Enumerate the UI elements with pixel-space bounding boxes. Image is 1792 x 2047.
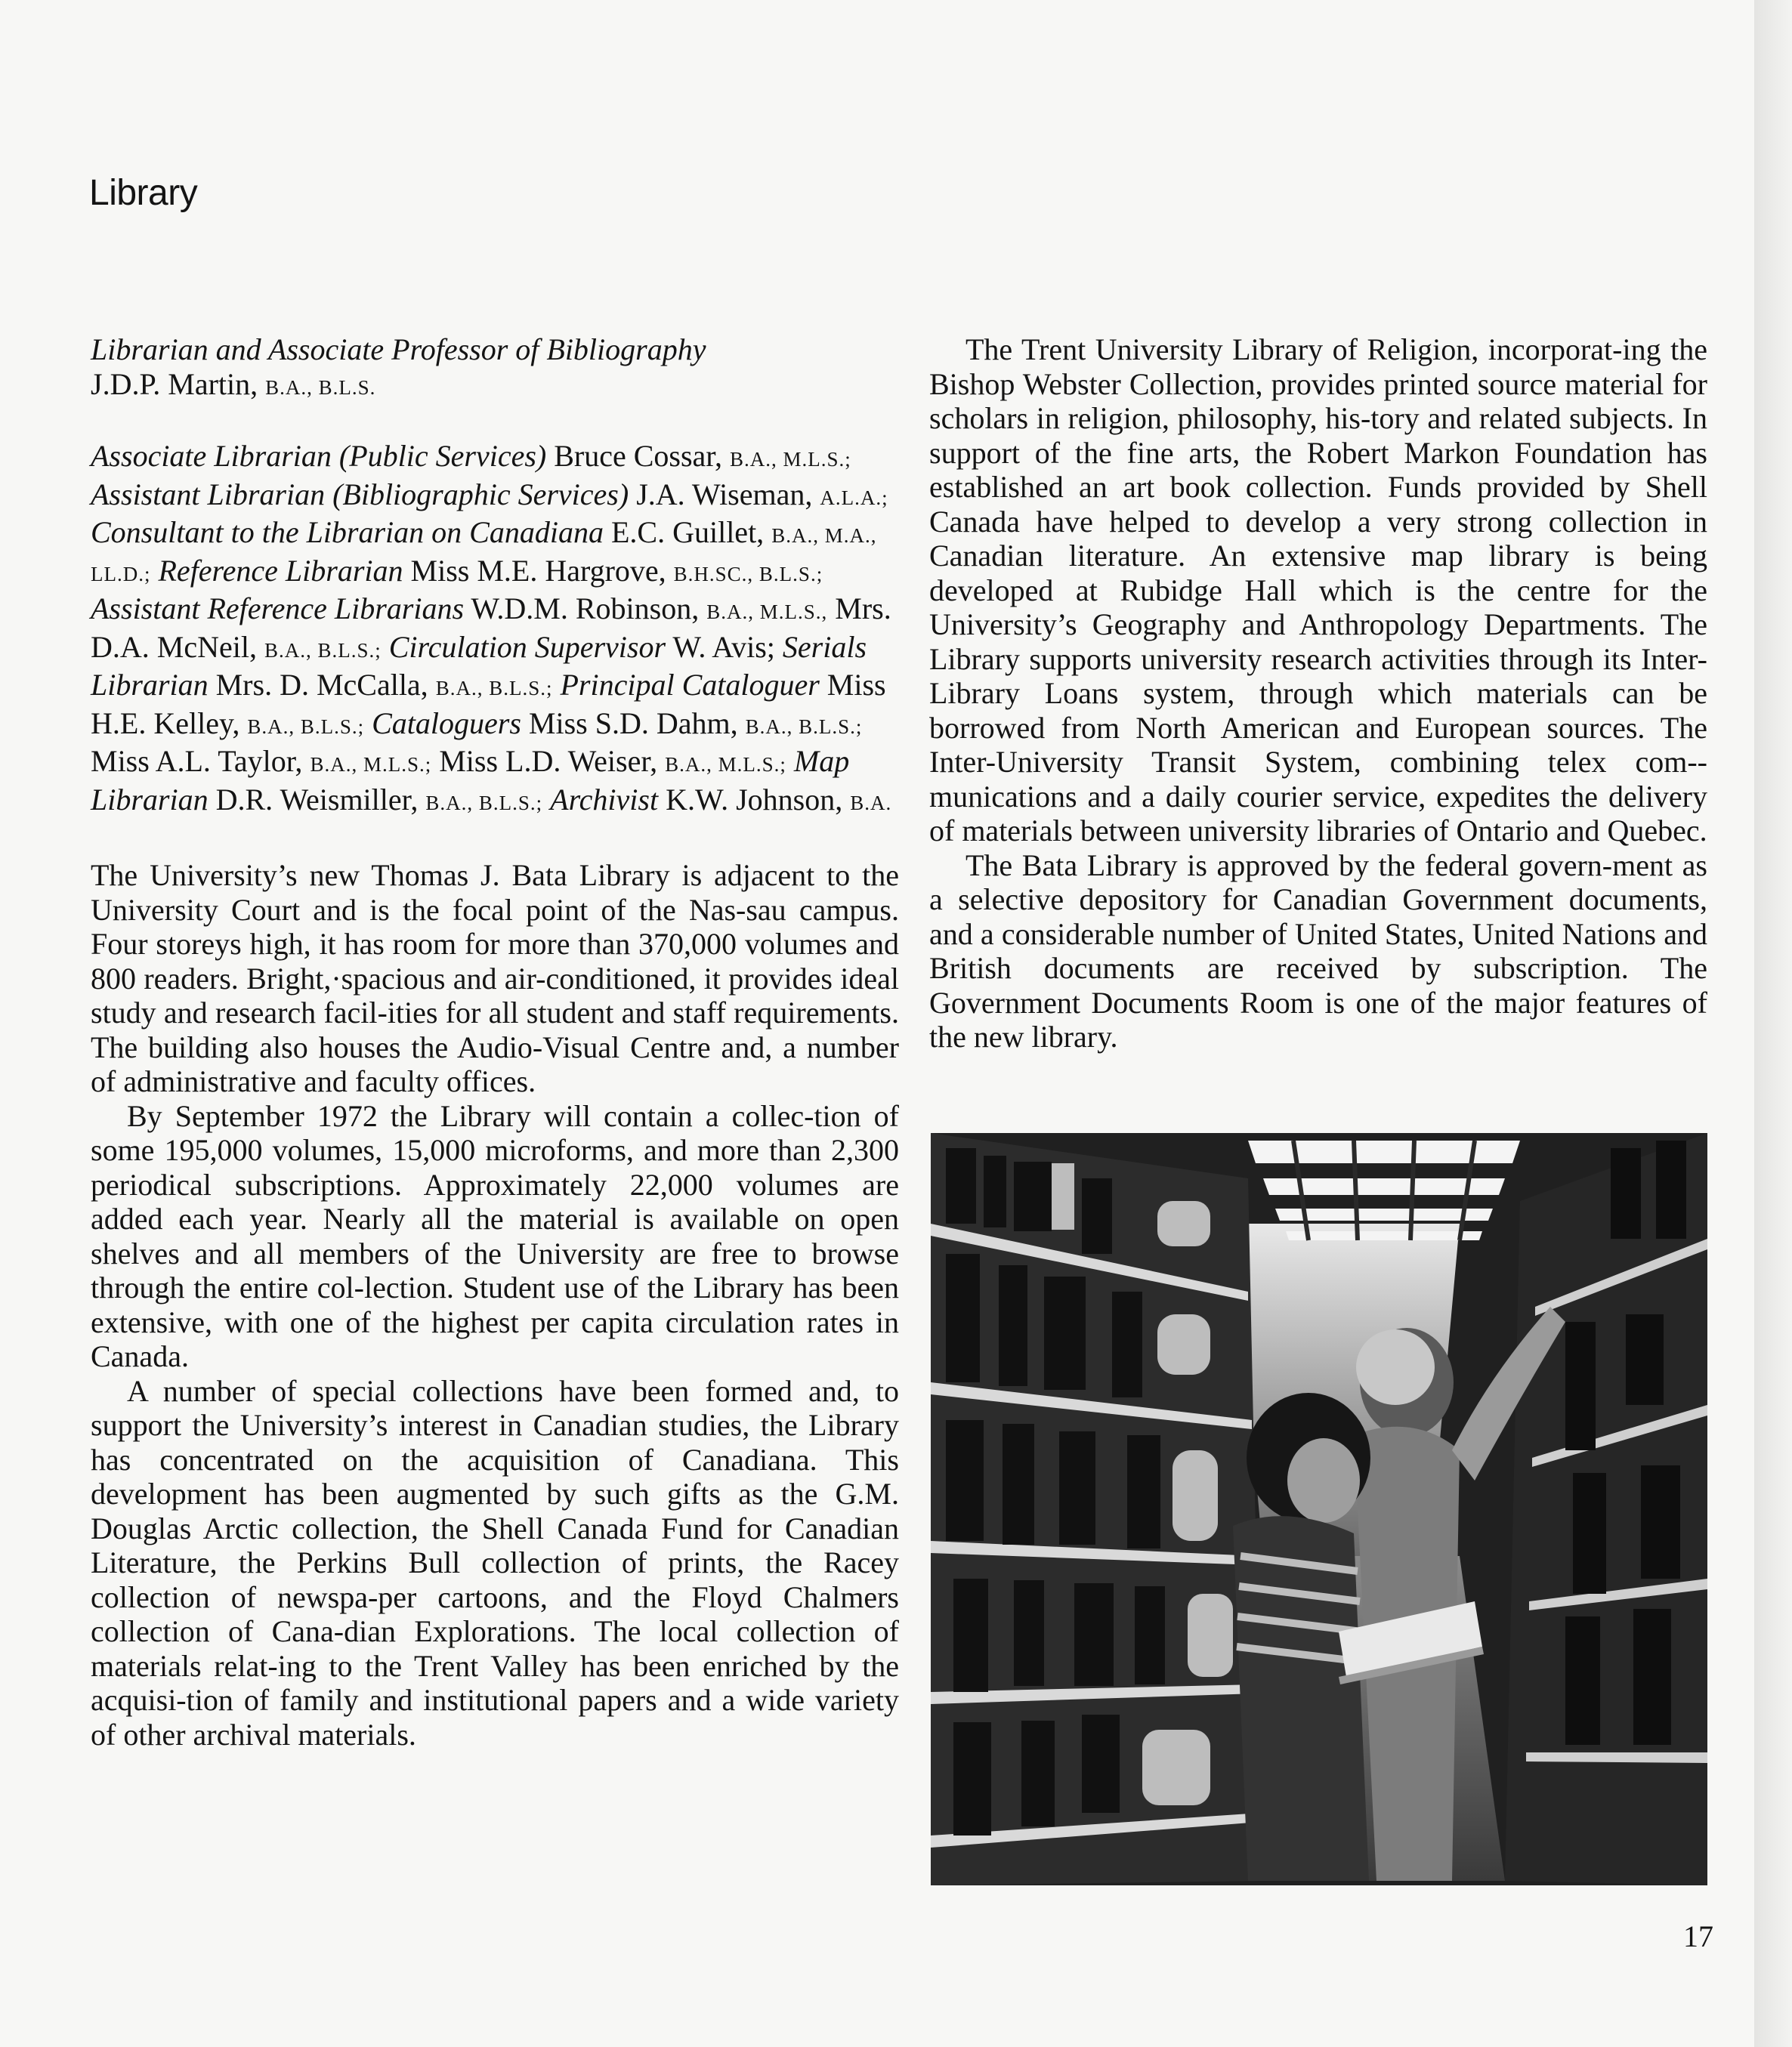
staff-degrees: B.A., B.L.S.; (425, 791, 543, 814)
staff-name: W.D.M. Robinson, (471, 591, 700, 625)
staff-degrees: B.A., M.L.S.; (730, 448, 851, 471)
staff-name: Mrs. D.A. McNeil, (91, 591, 891, 664)
staff-name: K.W. Johnson, (666, 782, 843, 817)
staff-title: Reference Librarian (158, 553, 403, 588)
staff-title: Consultant to the Librarian on Canadiana (91, 515, 604, 549)
staff-name: J.D.P. Martin, (91, 366, 258, 401)
staff-list (91, 439, 899, 820)
body-paragraph: A number of special collections have been formed and, to support the University’s interest in Canadian studies, the Library has concentrated on the acquisition of Canadiana. This development has been augmented by such gifts as the G.M. Douglas Arctic collection, the Shell Canada Fund for Canadian Literature, the Perkins Bull collection of prints, the Racey collection of newspa-per cartoons, and the Floyd Chalmers collection of Cana-dian Explorations. The local collection of materials relat-ing to the Trent Valley has been enriched by the acquisi-tion of family and institutional papers and a wide variety of other archival materials. (91, 1373, 899, 1752)
page-number: 17 (1683, 1919, 1713, 1953)
staff-degrees: B.A., B.L.S. (265, 375, 376, 399)
staff-degrees: B.A., B.L.S.; (247, 715, 365, 738)
staff-title: Principal Cataloguer (560, 668, 820, 702)
left-column (91, 332, 899, 1752)
staff-title: Circulation Supervisor (388, 629, 666, 664)
librarian-entry (91, 332, 899, 405)
staff-name: Mrs. D. McCalla, (215, 668, 428, 702)
body-paragraph: The Trent University Library of Religion, incorporat-ing the Bishop Webster Collection, provides printed source material for scholars in religion, philosophy, his-tory and related subjects. In support of the fine arts, the Robert Markon Foundation has established an art book collection. Funds provided by Shell Canada have helped to develop a very strong collection in Canadian literature. An extensive map library is being developed at Rubidge Hall which is the centre for the University’s Geography and Anthropology Departments. The Library supports university research activities through its Inter-Library Loans system, through which materials can be borrowed from North American and European sources. The Inter-University Transit System, combining telex com-munications and a daily courier service, expedites the delivery of materials between university libraries of Ontario and Quebec. (929, 332, 1707, 848)
body-paragraph: The Bata Library is approved by the federal govern-ment as a selective depository for Canadian Government documents, and a considerable number of United States, United Nations and British documents are received by subscription. The Government Documents Room is one of the major features of the new library. (929, 848, 1707, 1054)
staff-name: Miss L.D. Weiser, (439, 744, 658, 778)
staff-name: Miss S.D. Dahm, (528, 705, 738, 740)
staff-title: Archivist (550, 782, 659, 817)
staff-degrees: B.A., B.L.S.; (264, 638, 382, 662)
right-column (929, 332, 1707, 1054)
page-edge-shadow (1754, 0, 1792, 2047)
staff-name: W. Avis; (672, 629, 775, 664)
body-paragraph: The University’s new Thomas J. Bata Library is adjacent to the University Court and is the focal point of the Nas-sau campus. Four storeys high, it has room for more than 370,000 volumes and 800 readers. Bright,·spacious and air-conditioned, it provides ideal study and research facil-ities for all student and staff requirements. The building also houses the Audio-Visual Centre and, a number of administrative and faculty offices. (91, 858, 899, 1098)
body-paragraph: By September 1972 the Library will contain a collec-tion of some 195,000 volumes, 15,000 microforms, and more than 2,300 periodical subscriptions. Approximately 22,000 volumes are added each year. Nearly all the material is available on open shelves and all members of the University are free to browse through the entire col-lection. Student use of the Library has been extensive, with one of the highest per capita circulation rates in Canada. (91, 1098, 899, 1373)
staff-degrees: B.A., M.L.S., (706, 601, 828, 623)
staff-name: Bruce Cossar, (554, 439, 723, 473)
staff-title: Librarian and Associate Professor of Bibliography (91, 332, 706, 366)
staff-degrees: B.A., M.L.S.; (665, 753, 786, 776)
staff-title: Assistant Reference Librarians (91, 591, 465, 625)
staff-degrees: B.A. (850, 791, 892, 814)
staff-name: J.A. Wiseman, (636, 477, 813, 511)
staff-title: Associate Librarian (Public Services) (91, 439, 547, 473)
page-title: Library (89, 173, 198, 213)
staff-degrees: B.A., B.L.S.; (745, 715, 863, 738)
staff-title: Map Librarian (91, 744, 850, 817)
staff-name: Miss M.E. Hargrove, (410, 553, 666, 588)
staff-title: Cataloguers (372, 705, 521, 740)
staff-title: Assistant Librarian (Bibliographic Services) (91, 477, 629, 511)
staff-degrees: B.H.SC., B.L.S.; (673, 562, 823, 585)
staff-name: Miss H.E. Kelley, (91, 668, 886, 740)
library-stacks-photo (931, 1133, 1707, 1885)
staff-degrees: B.A., B.L.S.; (435, 677, 553, 699)
staff-title: Serials Librarian (91, 629, 867, 702)
staff-name: D.R. Weismiller, (215, 782, 419, 817)
staff-name: Miss A.L. Taylor, (91, 744, 303, 778)
staff-degrees: B.A., M.L.S.; (310, 753, 432, 776)
staff-degrees: A.L.A.; (820, 486, 888, 509)
staff-degrees: B.A., M.A., LL.D.; (91, 524, 877, 585)
staff-name: E.C. Guillet, (610, 515, 765, 549)
